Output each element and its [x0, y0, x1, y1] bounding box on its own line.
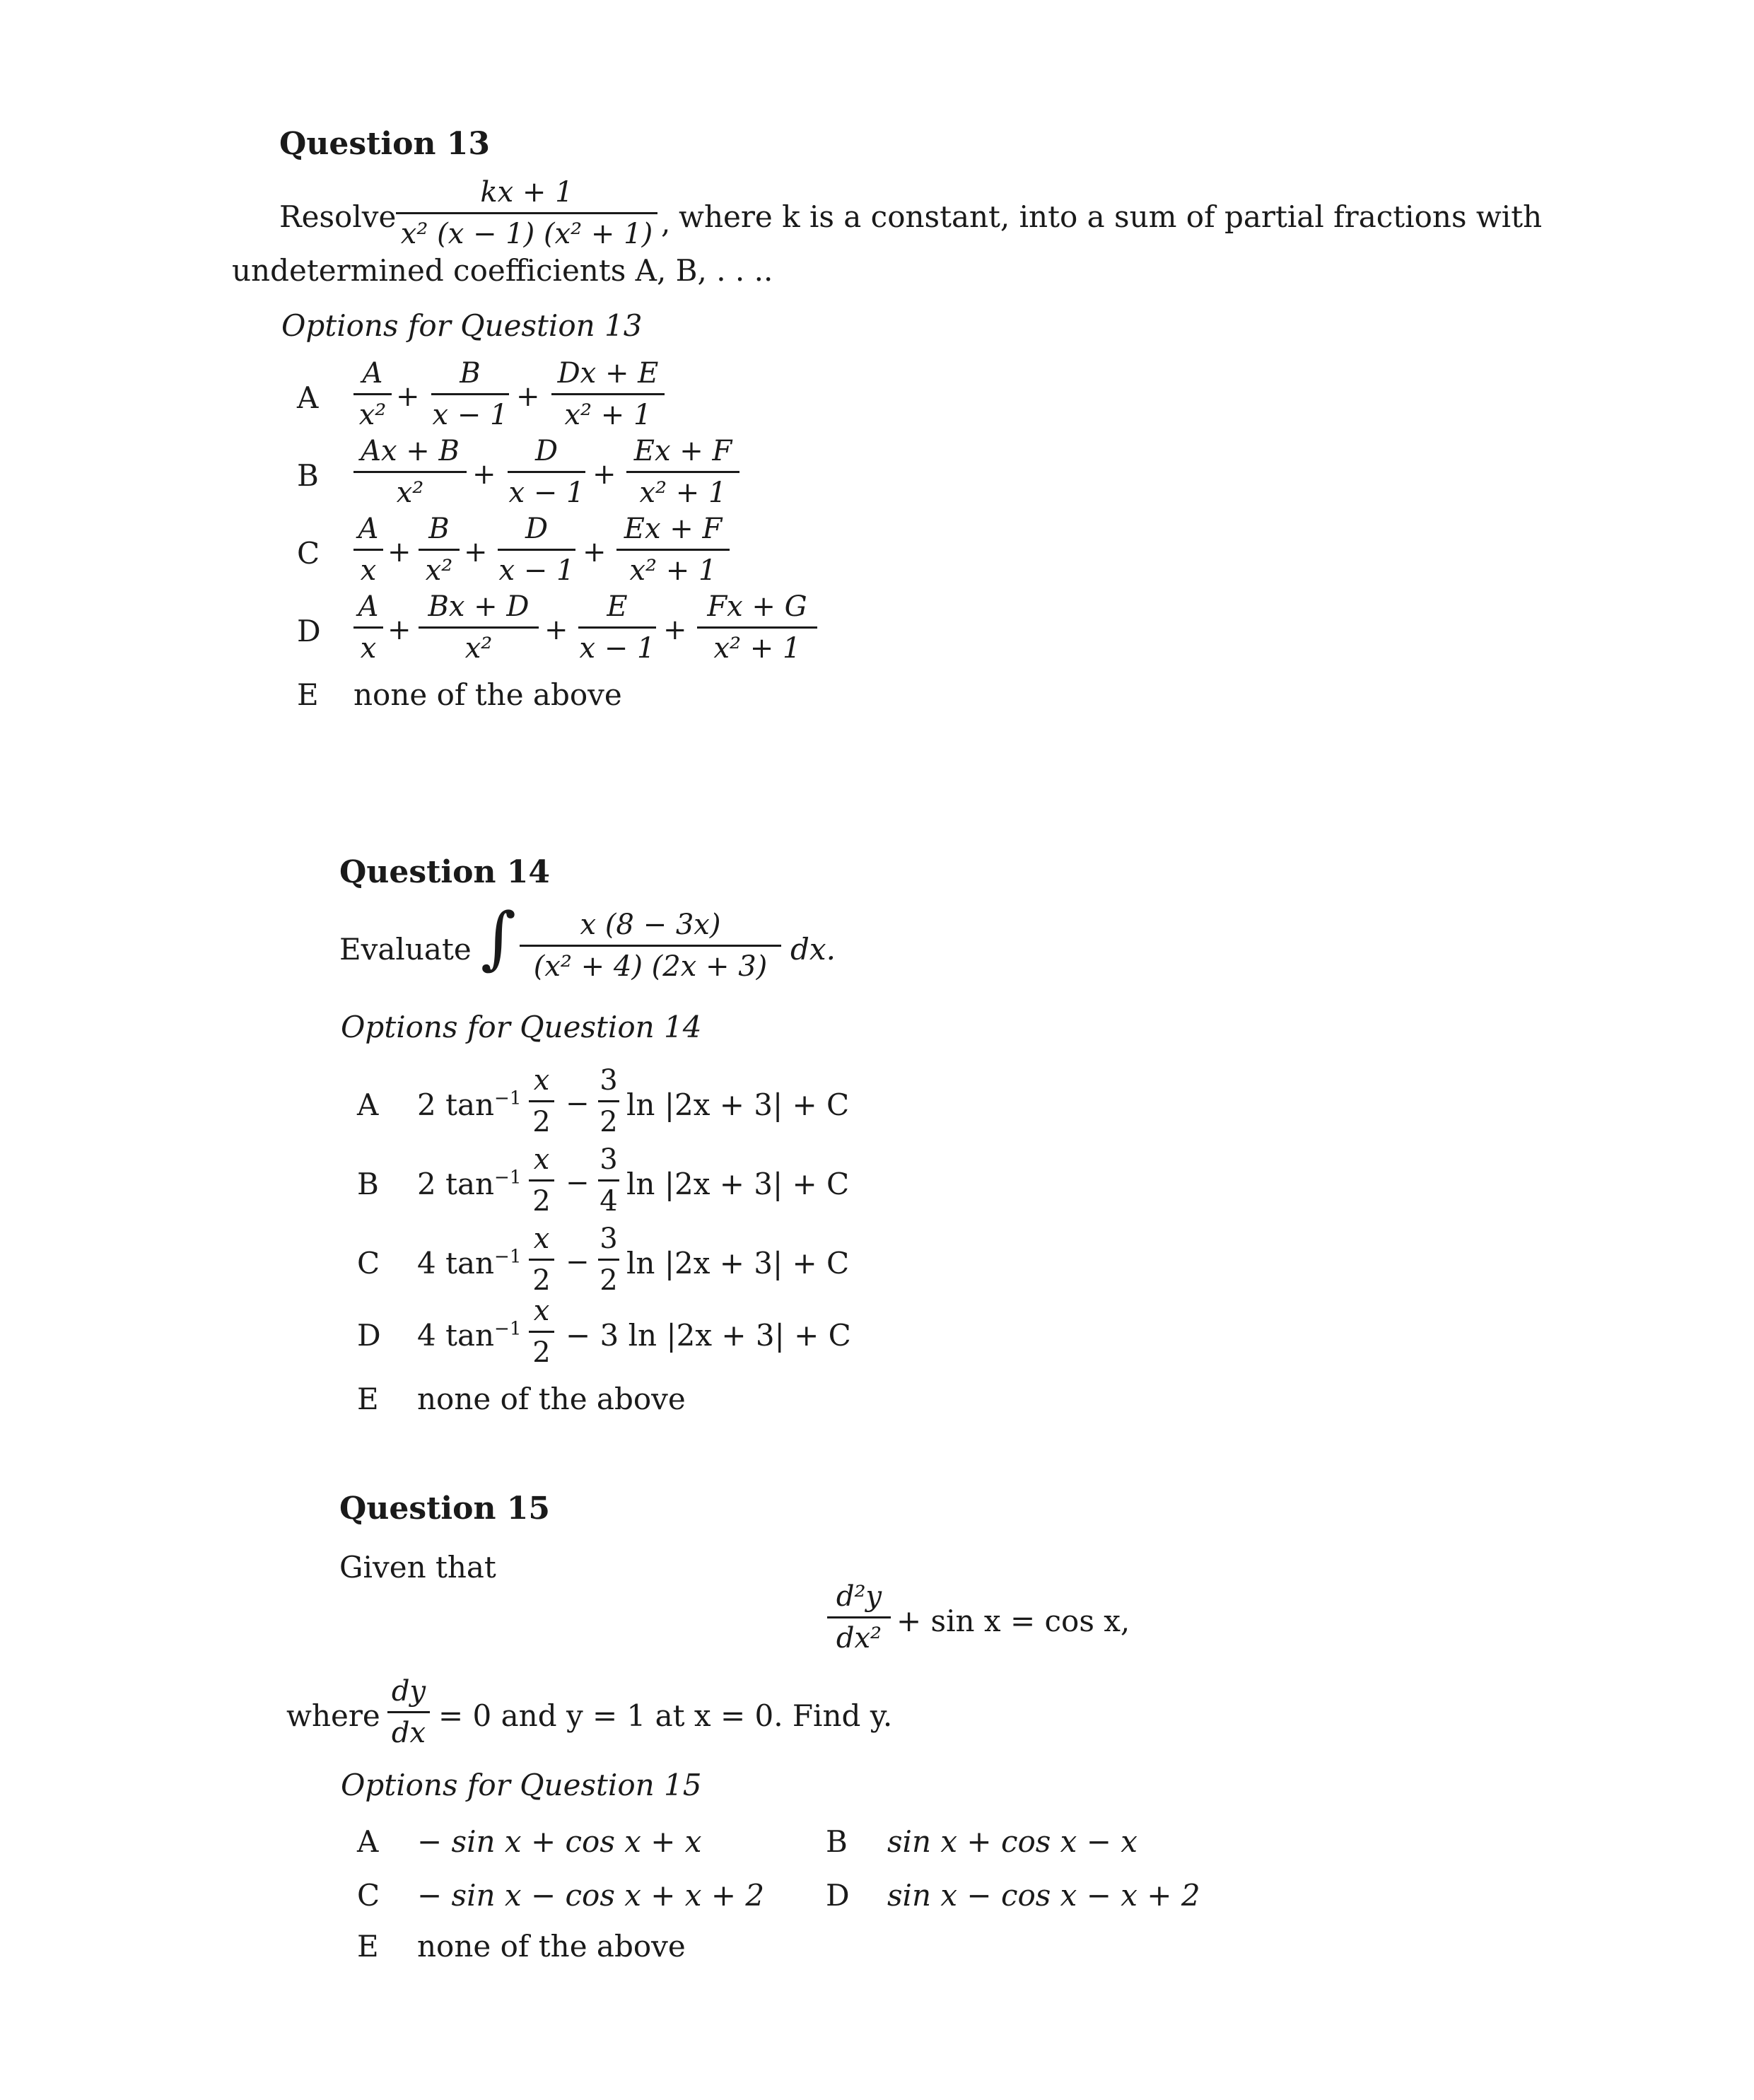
q13-c-t2-den: x²	[425, 554, 453, 587]
q14-integrand-denominator: (x² + 4) (2x + 3)	[533, 950, 768, 983]
q13-heading: Question 13	[279, 126, 491, 162]
q13-a-t3-num: Dx + E	[557, 357, 659, 390]
q14-c-half-den: 2	[532, 1264, 551, 1297]
q14-b-coef-den: 4	[600, 1185, 618, 1218]
q15-conditions: = 0 and y = 1 at x = 0. Find y.	[438, 1698, 893, 1733]
q14-evaluate-word: Evaluate	[339, 932, 472, 967]
q13-option-e-letter[interactable]: E	[297, 677, 319, 712]
q13-statement-tail: where k is a constant, into a sum of partial fractions with	[679, 199, 1543, 234]
q13-c-t1-den: x	[360, 554, 377, 587]
q14-d-half-num: x	[533, 1295, 550, 1327]
q14-d-rest: − 3 ln |2x + 3| + C	[566, 1318, 851, 1353]
q14-c-rest: ln |2x + 3| + C	[626, 1246, 850, 1281]
q14-c-coef-den: 2	[600, 1264, 618, 1297]
plus-sign: +	[387, 536, 411, 568]
q15-dx: dx	[391, 1717, 426, 1749]
fraction-bar	[353, 549, 383, 551]
q14-b-half-num: x	[533, 1143, 550, 1176]
q15-second-derivative	[827, 1580, 891, 1655]
q13-a-t2-num: B	[460, 357, 481, 390]
q13-d-t3-den: x − 1	[579, 632, 655, 665]
q13-comma: ,	[661, 205, 671, 240]
q15-option-a-letter[interactable]: A	[357, 1824, 379, 1859]
q13-options-title: Options for Question 13	[281, 308, 643, 343]
plus-sign: +	[472, 458, 496, 491]
fraction-bar	[529, 1100, 554, 1102]
q15-equation-rest: + sin x = cos x,	[896, 1604, 1130, 1638]
q14-b-coef-num: 3	[600, 1143, 618, 1176]
q15-option-b[interactable]: sin x + cos x − x	[887, 1824, 1138, 1859]
q14-option-d-letter[interactable]: D	[357, 1318, 381, 1353]
fraction-bar	[827, 1616, 891, 1618]
q14-a-half-den: 2	[532, 1106, 551, 1138]
q13-resolve-word: Resolve	[279, 199, 397, 234]
fraction-bar	[598, 1179, 619, 1182]
q14-b-inv: −1	[494, 1167, 522, 1189]
q13-a-t3-den: x² + 1	[564, 399, 652, 431]
q13-c-t3-den: x − 1	[498, 554, 575, 587]
q15-dx2: dx²	[836, 1622, 882, 1655]
q15-option-c[interactable]: − sin x − cos x + x + 2	[417, 1878, 765, 1913]
q14-a-coef: 2 tan	[417, 1087, 495, 1122]
q14-option-e[interactable]: none of the above	[417, 1382, 686, 1416]
q13-c-t2-num: B	[428, 513, 450, 545]
minus-sign: −	[566, 1167, 590, 1199]
q13-d-t4-num: Fx + G	[707, 590, 807, 623]
q13-option-a-letter[interactable]: A	[297, 380, 319, 415]
fraction-bar	[616, 549, 730, 551]
q15-option-e[interactable]: none of the above	[417, 1929, 686, 1964]
fraction-bar	[598, 1100, 619, 1102]
plus-sign: +	[464, 536, 488, 568]
q15-option-b-letter[interactable]: B	[826, 1824, 848, 1859]
q14-d-inv: −1	[494, 1318, 522, 1340]
fraction-bar	[598, 1259, 619, 1261]
q13-statement-line2: undetermined coefficients A, B, . . ..	[232, 253, 773, 288]
q14-integrand-numerator: x (8 − 3x)	[580, 909, 721, 941]
plus-sign: +	[516, 380, 540, 413]
fraction-bar	[529, 1331, 554, 1333]
minus-sign: −	[566, 1087, 590, 1120]
fraction-bar	[529, 1179, 554, 1182]
fraction-bar	[508, 471, 585, 473]
q13-a-t1-num: A	[362, 357, 383, 390]
q13-c-t1-num: A	[358, 513, 379, 545]
q14-options-title: Options for Question 14	[341, 1010, 702, 1044]
q15-option-a[interactable]: − sin x + cos x + x	[417, 1824, 702, 1859]
q15-where: where	[286, 1698, 380, 1733]
q15-option-d[interactable]: sin x − cos x − x + 2	[887, 1878, 1200, 1913]
q14-b-coef: 2 tan	[417, 1167, 495, 1201]
q13-b-t3-den: x² + 1	[639, 477, 727, 509]
q13-c-t4-num: Ex + F	[624, 513, 723, 545]
fraction-bar	[551, 393, 665, 395]
q14-c-coef-num: 3	[600, 1223, 618, 1255]
q14-a-coef-den: 2	[600, 1106, 618, 1138]
q13-d-t3-num: E	[607, 590, 628, 623]
q13-main-denominator: x² (x − 1) (x² + 1)	[400, 218, 653, 250]
q14-a-half-num: x	[533, 1064, 550, 1097]
q15-options-title: Options for Question 15	[341, 1768, 702, 1802]
q13-b-t1-den: x²	[396, 477, 424, 509]
fraction-bar	[498, 549, 575, 551]
q13-c-t3-num: D	[525, 513, 549, 545]
fraction-bar	[353, 471, 467, 473]
plus-sign: +	[663, 614, 687, 646]
q13-main-numerator: kx + 1	[480, 176, 573, 209]
q14-heading: Question 14	[339, 854, 551, 890]
integral-sign: ∫	[481, 898, 517, 977]
q13-b-t1-num: Ax + B	[361, 435, 460, 467]
fraction-bar	[431, 393, 509, 395]
q13-b-t2-num: D	[534, 435, 559, 467]
q14-integrand	[520, 911, 781, 981]
q14-c-half-num: x	[533, 1223, 550, 1255]
q14-option-e-letter[interactable]: E	[357, 1382, 379, 1416]
fraction-bar	[419, 549, 460, 551]
q13-b-t3-num: Ex + F	[633, 435, 732, 467]
q14-a-rest: ln |2x + 3| + C	[626, 1087, 850, 1122]
q13-c-t4-den: x² + 1	[629, 554, 717, 587]
minus-sign: −	[566, 1246, 590, 1278]
q14-b-rest: ln |2x + 3| + C	[626, 1167, 850, 1201]
q15-first-derivative	[387, 1677, 430, 1747]
q13-option-e[interactable]: none of the above	[353, 677, 622, 712]
q14-a-inv: −1	[494, 1087, 522, 1109]
q13-b-t2-den: x − 1	[508, 477, 585, 509]
plus-sign: +	[592, 458, 616, 491]
q13-option-c-letter[interactable]: C	[297, 536, 320, 571]
fraction-bar	[396, 212, 657, 214]
plus-sign: +	[583, 536, 607, 568]
plus-sign: +	[544, 614, 568, 646]
plus-sign: +	[387, 614, 411, 646]
q13-d-t1-den: x	[360, 632, 377, 665]
fraction-bar	[419, 626, 539, 629]
q15-option-c-letter[interactable]: C	[357, 1878, 380, 1913]
q13-option-b-letter[interactable]: B	[297, 458, 319, 493]
fraction-bar	[520, 945, 781, 947]
q13-option-d-letter[interactable]: D	[297, 614, 321, 648]
fraction-bar	[353, 626, 383, 629]
q13-a-t2-den: x − 1	[432, 399, 508, 431]
q15-dy: dy	[391, 1675, 426, 1708]
fraction-bar	[578, 626, 656, 629]
q14-b-half-den: 2	[532, 1185, 551, 1218]
q15-option-e-letter[interactable]: E	[357, 1929, 379, 1964]
q13-d-t4-den: x² + 1	[713, 632, 801, 665]
fraction-bar	[387, 1711, 430, 1713]
q15-heading: Question 15	[339, 1491, 551, 1527]
q13-a-t1-den: x²	[358, 399, 387, 431]
q14-option-c-letter[interactable]: C	[357, 1246, 380, 1281]
q14-c-inv: −1	[494, 1246, 522, 1268]
q14-option-b-letter[interactable]: B	[357, 1167, 379, 1201]
q14-dx: dx.	[790, 932, 836, 967]
q14-d-half-den: 2	[532, 1336, 551, 1369]
q13-d-t1-num: A	[358, 590, 379, 623]
q14-d-coef: 4 tan	[417, 1318, 495, 1353]
q14-option-a-letter[interactable]: A	[357, 1087, 379, 1122]
q14-c-coef: 4 tan	[417, 1246, 495, 1281]
q15-given-that: Given that	[339, 1550, 496, 1585]
plus-sign: +	[396, 380, 420, 413]
fraction-bar	[626, 471, 739, 473]
q13-d-t2-den: x²	[464, 632, 493, 665]
q13-d-t2-num: Bx + D	[428, 590, 530, 623]
q15-option-d-letter[interactable]: D	[826, 1878, 850, 1913]
fraction-bar	[529, 1259, 554, 1261]
q13-main-fraction	[396, 178, 657, 248]
q15-d2y: d²y	[836, 1580, 882, 1613]
q14-a-coef-num: 3	[600, 1064, 618, 1097]
fraction-bar	[697, 626, 817, 629]
fraction-bar	[353, 393, 392, 395]
